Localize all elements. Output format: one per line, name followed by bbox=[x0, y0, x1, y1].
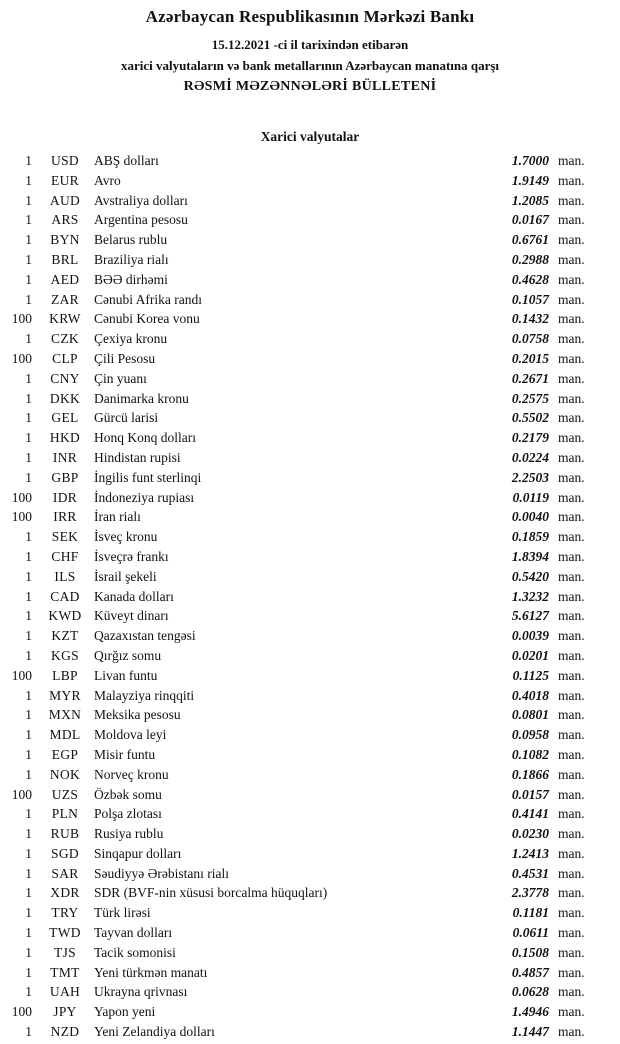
rate-row bbox=[0, 509, 620, 529]
unit-cell: man. bbox=[558, 687, 585, 703]
qty-cell: 1 bbox=[25, 687, 32, 703]
unit-cell: man. bbox=[558, 746, 585, 762]
rate-row bbox=[0, 747, 620, 767]
name-cell: Cənubi Afrika randı bbox=[94, 291, 202, 307]
qty-cell: 1 bbox=[25, 647, 32, 663]
rate-cell: 0.1432 bbox=[511, 311, 549, 327]
rate-row bbox=[0, 450, 620, 470]
qty-cell: 1 bbox=[25, 865, 32, 881]
rate-cell: 1.1447 bbox=[511, 1024, 549, 1040]
code-cell: IDR bbox=[52, 489, 78, 505]
unit-cell: man. bbox=[558, 905, 585, 921]
rate-cell: 0.4018 bbox=[511, 687, 549, 703]
bulletin-title-line: RƏSMİ MƏZƏNNƏLƏRİ BÜLLETENİ bbox=[183, 79, 437, 94]
name-cell: Kanada dolları bbox=[94, 588, 174, 604]
code-cell: TMT bbox=[50, 964, 80, 980]
code-cell: HKD bbox=[49, 430, 81, 446]
rate-cell: 0.2575 bbox=[511, 390, 549, 406]
qty-cell: 1 bbox=[25, 964, 32, 980]
rate-cell: 1.9149 bbox=[511, 172, 549, 188]
rate-cell: 0.0224 bbox=[511, 449, 549, 465]
qty-cell: 1 bbox=[25, 410, 32, 426]
name-cell: Avro bbox=[94, 172, 121, 188]
rate-cell: 1.7000 bbox=[511, 153, 549, 168]
qty-cell: 1 bbox=[25, 628, 32, 644]
code-cell: CLP bbox=[52, 350, 78, 366]
rate-row bbox=[0, 153, 620, 173]
name-cell: İsrail şekeli bbox=[94, 568, 157, 584]
qty-cell: 1 bbox=[25, 212, 32, 228]
rate-cell: 0.0167 bbox=[511, 212, 549, 228]
unit-cell: man. bbox=[558, 291, 585, 307]
rates-table bbox=[0, 153, 620, 1044]
name-cell: Belarus rublu bbox=[94, 232, 168, 248]
name-cell: Türk lirəsi bbox=[94, 905, 151, 921]
rate-row bbox=[0, 925, 620, 945]
name-cell: Misir funtu bbox=[94, 746, 156, 762]
unit-cell: man. bbox=[558, 469, 585, 485]
rate-cell: 0.4628 bbox=[511, 271, 549, 287]
code-cell: KGS bbox=[51, 647, 79, 663]
rate-cell: 0.2671 bbox=[511, 370, 549, 386]
section-title: Xarici valyutalar bbox=[260, 129, 360, 144]
rate-row bbox=[0, 391, 620, 411]
rate-cell: 0.1057 bbox=[511, 291, 549, 307]
qty-cell: 1 bbox=[25, 449, 32, 465]
code-cell: TWD bbox=[49, 925, 81, 941]
name-cell: Moldova leyi bbox=[94, 727, 167, 743]
code-cell: CAD bbox=[50, 588, 80, 604]
code-cell: ZAR bbox=[51, 291, 79, 307]
qty-cell: 1 bbox=[25, 390, 32, 406]
rate-cell: 0.5420 bbox=[511, 568, 549, 584]
name-cell: Çexiya kronu bbox=[94, 331, 168, 347]
rate-row bbox=[0, 707, 620, 727]
unit-cell: man. bbox=[558, 667, 585, 683]
name-cell: Cənubi Korea vonu bbox=[94, 311, 200, 327]
rate-cell: 0.2988 bbox=[511, 251, 549, 267]
unit-cell: man. bbox=[558, 410, 585, 426]
rate-cell: 0.5502 bbox=[511, 410, 549, 426]
code-cell: LBP bbox=[52, 667, 78, 683]
name-cell: İngilis funt sterlinqi bbox=[94, 469, 202, 485]
qty-cell: 1 bbox=[25, 845, 32, 861]
rate-row bbox=[0, 470, 620, 490]
rate-row bbox=[0, 371, 620, 391]
code-cell: NOK bbox=[49, 766, 81, 782]
unit-cell: man. bbox=[558, 588, 585, 604]
bulletin-date-line: 15.12.2021 -ci il tarixindən etibarən bbox=[211, 37, 409, 52]
unit-cell: man. bbox=[558, 430, 585, 446]
qty-cell: 1 bbox=[25, 984, 32, 1000]
qty-cell: 1 bbox=[25, 707, 32, 723]
rate-cell: 0.6761 bbox=[511, 232, 549, 248]
page-title: Azərbaycan Respublikasının Mərkəzi Bankı bbox=[145, 7, 475, 26]
code-cell: NZD bbox=[50, 1024, 80, 1040]
unit-cell: man. bbox=[558, 766, 585, 782]
unit-cell: man. bbox=[558, 964, 585, 980]
code-cell: IRR bbox=[53, 509, 77, 525]
code-cell: EUR bbox=[51, 172, 79, 188]
qty-cell: 1 bbox=[25, 727, 32, 743]
code-cell: TRY bbox=[51, 905, 79, 921]
qty-cell: 1 bbox=[25, 608, 32, 624]
unit-cell: man. bbox=[558, 608, 585, 624]
name-cell: Rusiya rublu bbox=[94, 826, 164, 842]
rate-cell: 0.0758 bbox=[511, 331, 549, 347]
rate-row bbox=[0, 292, 620, 312]
rate-row bbox=[0, 569, 620, 589]
qty-cell: 1 bbox=[25, 232, 32, 248]
name-cell: Yeni Zelandiya dolları bbox=[94, 1024, 215, 1040]
code-cell: CHF bbox=[51, 548, 79, 564]
rate-row bbox=[0, 490, 620, 510]
code-cell: RUB bbox=[50, 826, 80, 842]
qty-cell: 1 bbox=[25, 153, 32, 168]
code-cell: XDR bbox=[50, 885, 80, 901]
code-cell: BYN bbox=[50, 232, 80, 248]
name-cell: Argentina pesosu bbox=[94, 212, 188, 228]
code-cell: DKK bbox=[49, 390, 81, 406]
rate-cell: 0.1866 bbox=[511, 766, 549, 782]
rate-row bbox=[0, 984, 620, 1004]
rate-row bbox=[0, 589, 620, 609]
name-cell: Səudiyyə Ərəbistanı rialı bbox=[94, 865, 229, 881]
unit-cell: man. bbox=[558, 390, 585, 406]
rate-cell: 2.3778 bbox=[511, 885, 549, 901]
unit-cell: man. bbox=[558, 271, 585, 287]
qty-cell: 1 bbox=[25, 291, 32, 307]
unit-cell: man. bbox=[558, 153, 585, 168]
unit-cell: man. bbox=[558, 984, 585, 1000]
code-cell: CZK bbox=[51, 331, 79, 347]
name-cell: Özbək somu bbox=[94, 786, 162, 802]
name-cell: Qazaxıstan tengəsi bbox=[94, 628, 196, 644]
unit-cell: man. bbox=[558, 647, 585, 663]
qty-cell: 1 bbox=[25, 172, 32, 188]
unit-cell: man. bbox=[558, 727, 585, 743]
qty-cell: 1 bbox=[25, 251, 32, 267]
rate-row bbox=[0, 648, 620, 668]
name-cell: İran rialı bbox=[94, 509, 141, 525]
rate-cell: 0.0201 bbox=[511, 647, 549, 663]
unit-cell: man. bbox=[558, 509, 585, 525]
name-cell: İsveçrə frankı bbox=[94, 548, 169, 564]
qty-cell: 1 bbox=[25, 568, 32, 584]
rate-cell: 0.4141 bbox=[511, 806, 549, 822]
rate-row bbox=[0, 1024, 620, 1044]
name-cell: Ukrayna qrivnası bbox=[94, 984, 188, 1000]
qty-cell: 1 bbox=[25, 548, 32, 564]
rate-cell: 1.8394 bbox=[511, 548, 549, 564]
code-cell: EGP bbox=[51, 746, 79, 762]
name-cell: Tayvan dolları bbox=[94, 925, 173, 941]
rate-cell: 5.6127 bbox=[511, 608, 549, 624]
qty-cell: 1 bbox=[25, 588, 32, 604]
unit-cell: man. bbox=[558, 1004, 585, 1020]
name-cell: Honq Konq dolları bbox=[94, 430, 196, 446]
rate-row bbox=[0, 826, 620, 846]
qty-cell: 100 bbox=[11, 786, 32, 802]
rate-row bbox=[0, 1004, 620, 1024]
rate-row bbox=[0, 331, 620, 351]
name-cell: Livan funtu bbox=[94, 667, 158, 683]
rate-row bbox=[0, 965, 620, 985]
code-cell: SEK bbox=[51, 529, 79, 545]
rate-row bbox=[0, 945, 620, 965]
rate-row bbox=[0, 628, 620, 648]
rate-row bbox=[0, 905, 620, 925]
rate-row bbox=[0, 787, 620, 807]
name-cell: Braziliya rialı bbox=[94, 251, 169, 267]
unit-cell: man. bbox=[558, 1024, 585, 1040]
code-cell: MDL bbox=[49, 727, 81, 743]
rate-row bbox=[0, 272, 620, 292]
qty-cell: 100 bbox=[11, 667, 32, 683]
rate-row bbox=[0, 846, 620, 866]
rate-row bbox=[0, 351, 620, 371]
unit-cell: man. bbox=[558, 529, 585, 545]
qty-cell: 1 bbox=[25, 529, 32, 545]
name-cell: Yapon yeni bbox=[94, 1004, 156, 1020]
unit-cell: man. bbox=[558, 172, 585, 188]
rate-cell: 0.0119 bbox=[512, 489, 549, 505]
name-cell: Küveyt dinarı bbox=[94, 608, 169, 624]
name-cell: Gürcü larisi bbox=[94, 410, 159, 426]
code-cell: KZT bbox=[51, 628, 79, 644]
rate-row bbox=[0, 212, 620, 232]
qty-cell: 1 bbox=[25, 905, 32, 921]
name-cell: Meksika pesosu bbox=[94, 707, 181, 723]
qty-cell: 1 bbox=[25, 271, 32, 287]
name-cell: Hindistan rupisi bbox=[94, 449, 181, 465]
name-cell: ABŞ dolları bbox=[94, 153, 159, 168]
code-cell: GEL bbox=[51, 410, 79, 426]
qty-cell: 100 bbox=[11, 509, 32, 525]
qty-cell: 1 bbox=[25, 370, 32, 386]
qty-cell: 1 bbox=[25, 944, 32, 960]
rate-row bbox=[0, 688, 620, 708]
name-cell: İndoneziya rupiası bbox=[94, 489, 195, 505]
unit-cell: man. bbox=[558, 865, 585, 881]
name-cell: Malayziya rinqqiti bbox=[94, 687, 195, 703]
qty-cell: 1 bbox=[25, 331, 32, 347]
qty-cell: 100 bbox=[11, 350, 32, 366]
rate-row bbox=[0, 193, 620, 213]
code-cell: CNY bbox=[50, 370, 80, 386]
name-cell: Avstraliya dolları bbox=[94, 192, 188, 208]
code-cell: UAH bbox=[49, 984, 81, 1000]
qty-cell: 100 bbox=[11, 1004, 32, 1020]
unit-cell: man. bbox=[558, 370, 585, 386]
unit-cell: man. bbox=[558, 489, 585, 505]
rate-row bbox=[0, 549, 620, 569]
code-cell: SGD bbox=[51, 845, 79, 861]
code-cell: MYR bbox=[49, 687, 81, 703]
unit-cell: man. bbox=[558, 350, 585, 366]
rate-row bbox=[0, 727, 620, 747]
rate-cell: 0.0958 bbox=[511, 727, 549, 743]
qty-cell: 1 bbox=[25, 885, 32, 901]
unit-cell: man. bbox=[558, 707, 585, 723]
rate-row bbox=[0, 806, 620, 826]
name-cell: Çin yuanı bbox=[94, 370, 147, 386]
rate-row bbox=[0, 232, 620, 252]
code-cell: PLN bbox=[51, 806, 79, 822]
bulletin-subject-line: xarici valyutaların və bank metallarının Azərbaycan manatına qarşı bbox=[120, 58, 500, 73]
rate-cell: 2.2503 bbox=[511, 469, 549, 485]
rate-row bbox=[0, 410, 620, 430]
rate-cell: 0.2179 bbox=[511, 430, 549, 446]
rate-cell: 0.1181 bbox=[512, 905, 549, 921]
name-cell: Yeni türkmən manatı bbox=[94, 964, 208, 980]
name-cell: SDR (BVF-nin xüsusi borcalma hüquqları) bbox=[94, 885, 328, 901]
rate-cell: 0.0230 bbox=[511, 826, 549, 842]
unit-cell: man. bbox=[558, 548, 585, 564]
unit-cell: man. bbox=[558, 311, 585, 327]
rate-cell: 0.0039 bbox=[511, 628, 549, 644]
name-cell: Polşa zlotası bbox=[94, 806, 162, 822]
code-cell: UZS bbox=[51, 786, 79, 802]
rate-cell: 1.3232 bbox=[511, 588, 549, 604]
code-cell: KWD bbox=[48, 608, 82, 624]
code-cell: ARS bbox=[51, 212, 79, 228]
unit-cell: man. bbox=[558, 331, 585, 347]
code-cell: ILS bbox=[54, 568, 76, 584]
qty-cell: 1 bbox=[25, 826, 32, 842]
unit-cell: man. bbox=[558, 251, 585, 267]
rate-cell: 0.2015 bbox=[511, 350, 549, 366]
rate-cell: 1.4946 bbox=[511, 1004, 549, 1020]
unit-cell: man. bbox=[558, 845, 585, 861]
code-cell: AED bbox=[50, 271, 80, 287]
code-cell: KRW bbox=[49, 311, 81, 327]
rate-cell: 0.1859 bbox=[511, 529, 549, 545]
rate-cell: 0.0157 bbox=[511, 786, 549, 802]
name-cell: Norveç kronu bbox=[94, 766, 169, 782]
rate-cell: 0.4531 bbox=[511, 865, 549, 881]
rate-cell: 0.1125 bbox=[512, 667, 549, 683]
rate-cell: 0.1082 bbox=[511, 746, 549, 762]
rate-row bbox=[0, 885, 620, 905]
rate-row bbox=[0, 252, 620, 272]
unit-cell: man. bbox=[558, 449, 585, 465]
code-cell: BRL bbox=[51, 251, 79, 267]
name-cell: Çili Pesosu bbox=[94, 350, 156, 366]
rate-row bbox=[0, 311, 620, 331]
qty-cell: 100 bbox=[11, 489, 32, 505]
rate-row bbox=[0, 173, 620, 193]
rate-cell: 1.2085 bbox=[511, 192, 549, 208]
name-cell: Danimarka kronu bbox=[94, 390, 189, 406]
name-cell: Tacik somonisi bbox=[94, 944, 176, 960]
rate-row bbox=[0, 608, 620, 628]
unit-cell: man. bbox=[558, 192, 585, 208]
rate-cell: 0.0801 bbox=[511, 707, 549, 723]
rate-cell: 0.0628 bbox=[511, 984, 549, 1000]
qty-cell: 1 bbox=[25, 766, 32, 782]
rate-row bbox=[0, 866, 620, 886]
unit-cell: man. bbox=[558, 232, 585, 248]
code-cell: JPY bbox=[53, 1004, 77, 1020]
rate-cell: 0.1508 bbox=[511, 944, 549, 960]
rate-row bbox=[0, 767, 620, 787]
qty-cell: 1 bbox=[25, 469, 32, 485]
qty-cell: 100 bbox=[11, 311, 32, 327]
qty-cell: 1 bbox=[25, 925, 32, 941]
unit-cell: man. bbox=[558, 628, 585, 644]
qty-cell: 1 bbox=[25, 1024, 32, 1040]
unit-cell: man. bbox=[558, 786, 585, 802]
code-cell: USD bbox=[51, 153, 79, 168]
unit-cell: man. bbox=[558, 826, 585, 842]
qty-cell: 1 bbox=[25, 430, 32, 446]
qty-cell: 1 bbox=[25, 192, 32, 208]
name-cell: Qırğız somu bbox=[94, 647, 162, 663]
code-cell: GBP bbox=[51, 469, 79, 485]
name-cell: Sinqapur dolları bbox=[94, 845, 182, 861]
code-cell: TJS bbox=[54, 944, 76, 960]
rate-row bbox=[0, 668, 620, 688]
rate-cell: 0.4857 bbox=[511, 964, 549, 980]
name-cell: BƏƏ dirhəmi bbox=[94, 271, 168, 287]
qty-cell: 1 bbox=[25, 806, 32, 822]
code-cell: SAR bbox=[51, 865, 79, 881]
rate-cell: 0.0611 bbox=[512, 925, 549, 941]
rate-row bbox=[0, 430, 620, 450]
rate-cell: 0.0040 bbox=[511, 509, 549, 525]
code-cell: INR bbox=[52, 449, 78, 465]
unit-cell: man. bbox=[558, 944, 585, 960]
unit-cell: man. bbox=[558, 212, 585, 228]
rate-cell: 1.2413 bbox=[511, 845, 549, 861]
unit-cell: man. bbox=[558, 568, 585, 584]
rate-row bbox=[0, 529, 620, 549]
qty-cell: 1 bbox=[25, 746, 32, 762]
code-cell: AUD bbox=[49, 192, 81, 208]
unit-cell: man. bbox=[558, 925, 585, 941]
unit-cell: man. bbox=[558, 885, 585, 901]
unit-cell: man. bbox=[558, 806, 585, 822]
name-cell: İsveç kronu bbox=[94, 529, 158, 545]
code-cell: MXN bbox=[48, 707, 82, 723]
